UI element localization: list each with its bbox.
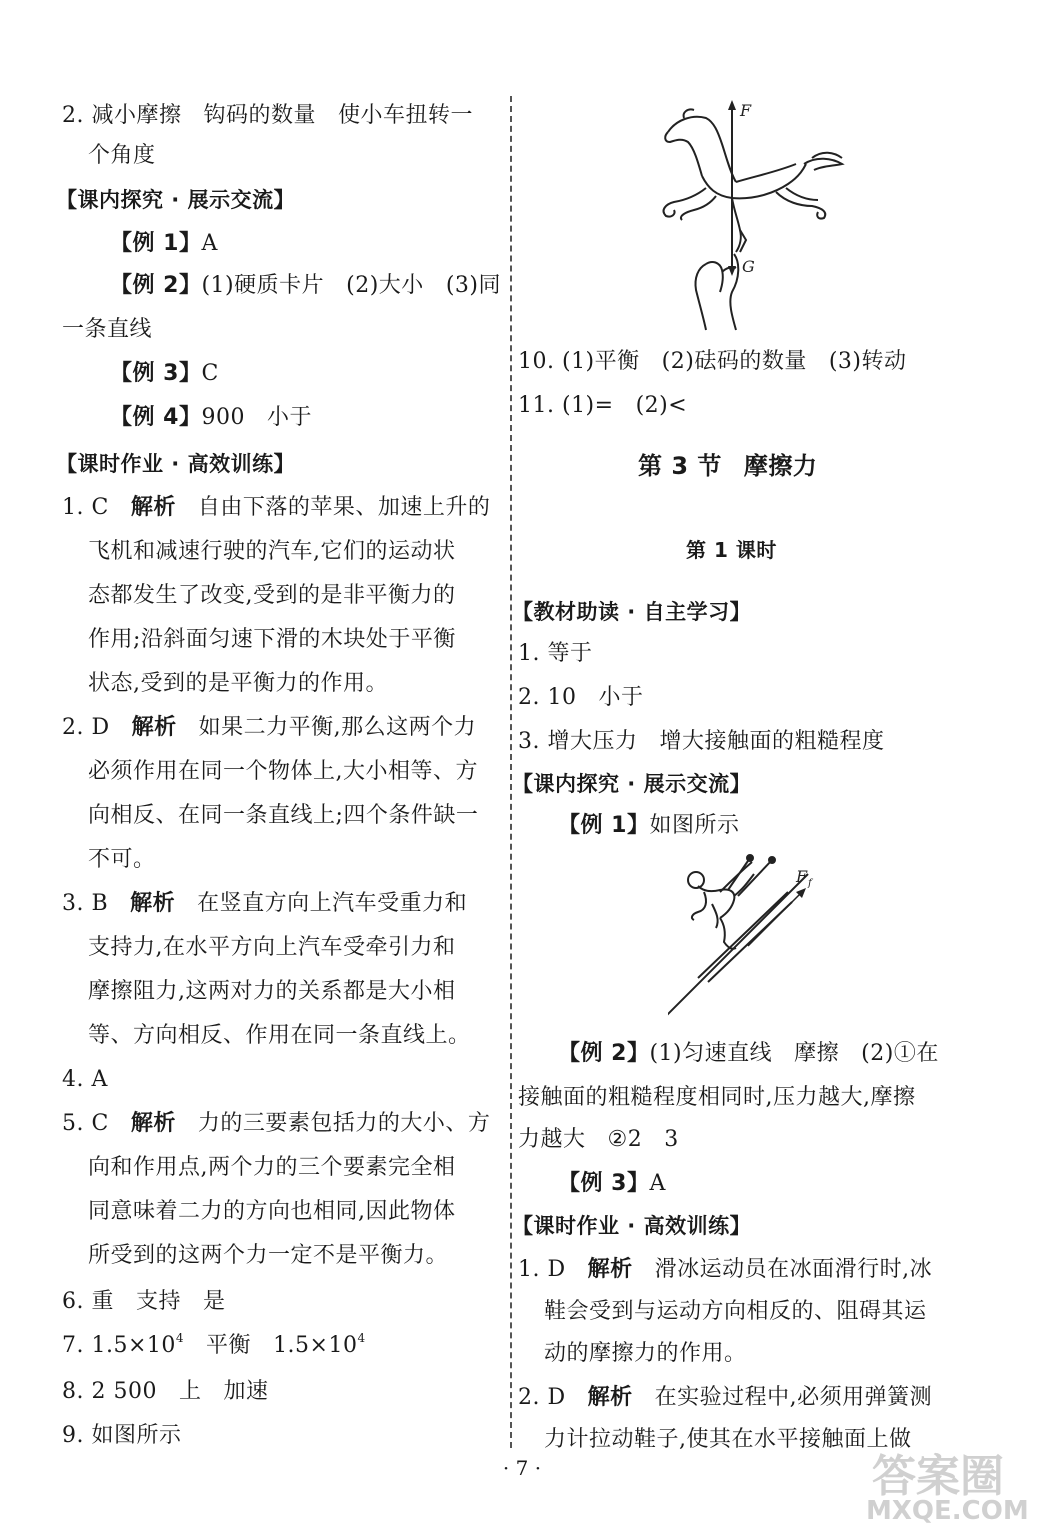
example-2-cont: 力越大 ②2 3 [518,1127,679,1152]
answer-line: 力计拉动鞋子,使其在水平接触面上做 [544,1427,912,1452]
skier-illustration [668,852,818,1024]
answer-line: 向和作用点,两个力的三个要素完全相 [88,1155,456,1180]
horse-illustration [636,92,856,336]
section-heading: 【课内探究 · 展示交流】 [512,772,752,796]
example-2-cont: 一条直线 [62,317,153,342]
answer-line: 必须作用在同一个物体上,大小相等、方 [88,759,478,784]
page-number: · 7 · [502,1456,542,1480]
question-10: 10. (1)平衡 (2)砝码的数量 (3)转动 [518,349,907,374]
friction-label: F [796,867,808,886]
question-1: 1. D 解析 滑冰运动员在冰面滑行时,冰 [518,1257,933,1282]
question-11: 11. (1)= (2)< [518,393,688,418]
watermark-url: MXQE.COM [866,1496,1029,1526]
friction-label-subscript: f [808,878,812,889]
example-3: 【例 3】A [558,1171,666,1196]
answer-line: 等、方向相反、作用在同一条直线上。 [88,1023,471,1048]
answer-line: 支持力,在水平方向上汽车受牵引力和 [88,935,456,960]
answer-line: 摩擦阻力,这两对力的关系都是大小相 [88,979,456,1004]
answer-line: 所受到的这两个力一定不是平衡力。 [88,1243,449,1268]
answer-line: 向相反、在同一条直线上;四个条件缺一 [88,803,479,828]
section-title: 第 3 节 摩擦力 [638,452,818,480]
answer-line: 鞋会受到与运动方向相反的、阻碍其运 [544,1299,927,1324]
answer-line: 态都发生了改变,受到的是非平衡力的 [88,583,456,608]
section-heading: 【教材助读 · 自主学习】 [512,600,752,624]
question-7: 7. $1.5\times 10^4$ 平衡 $1.5\times 10^4$ [62,1331,366,1358]
study-item-1: 1. 等于 [518,641,593,666]
question-9: 9. 如图所示 [62,1423,182,1448]
section-heading: 【课内探究 · 展示交流】 [56,188,296,212]
answer-line: 作用;沿斜面匀速下滑的木块处于平衡 [88,627,456,652]
example-1: 【例 1】A [110,231,218,256]
lesson-title: 第 1 课时 [686,538,777,562]
watermark-logo: 答案圈 [872,1451,1004,1502]
skier-friction-figure [668,852,818,1024]
section-heading: 【课时作业 · 高效训练】 [512,1214,752,1238]
question-4: 4. A [62,1067,108,1092]
answer-line: 2. 减小摩擦 钩码的数量 使小车扭转一 [62,103,474,128]
study-item-3: 3. 增大压力 增大接触面的粗糙程度 [518,729,885,754]
force-g-label: G [742,257,755,276]
question-8: 8. 2 500 上 加速 [62,1379,269,1404]
question-2: 2. D 解析 如果二力平衡,那么这两个力 [62,715,477,740]
horse-force-figure [636,92,856,336]
section-heading: 【课时作业 · 高效训练】 [56,452,296,476]
question-6: 6. 重 支持 是 [62,1289,226,1314]
question-3: 3. B 解析 在竖直方向上汽车受重力和 [62,891,468,916]
question-1: 1. C 解析 自由下落的苹果、加速上升的 [62,495,491,520]
force-f-label: F [740,101,752,120]
answer-line: 同意味着二力的方向也相同,因此物体 [88,1199,456,1224]
answer-line: 不可。 [88,847,156,872]
example-2: 【例 2】(1)匀速直线 摩擦 (2)①在 [558,1041,939,1066]
answer-line: 状态,受到的是平衡力的作用。 [88,671,388,696]
example-2-cont: 接触面的粗糙程度相同时,压力越大,摩擦 [518,1085,916,1110]
question-5: 5. C 解析 力的三要素包括力的大小、方 [62,1111,491,1136]
example-2: 【例 2】(1)硬质卡片 (2)大小 (3)同 [110,273,501,298]
answer-line: 个角度 [88,143,156,168]
slope-line [668,874,808,1024]
example-4: 【例 4】900 小于 [110,405,312,430]
example-1: 【例 1】如图所示 [558,813,740,838]
example-3: 【例 3】C [110,361,219,386]
question-2: 2. D 解析 在实验过程中,必须用弹簧测 [518,1385,933,1410]
study-item-2: 2. 10 小于 [518,685,644,710]
answer-line: 动的摩擦力的作用。 [544,1341,747,1366]
answer-line: 飞机和减速行驶的汽车,它们的运动状 [88,539,456,564]
